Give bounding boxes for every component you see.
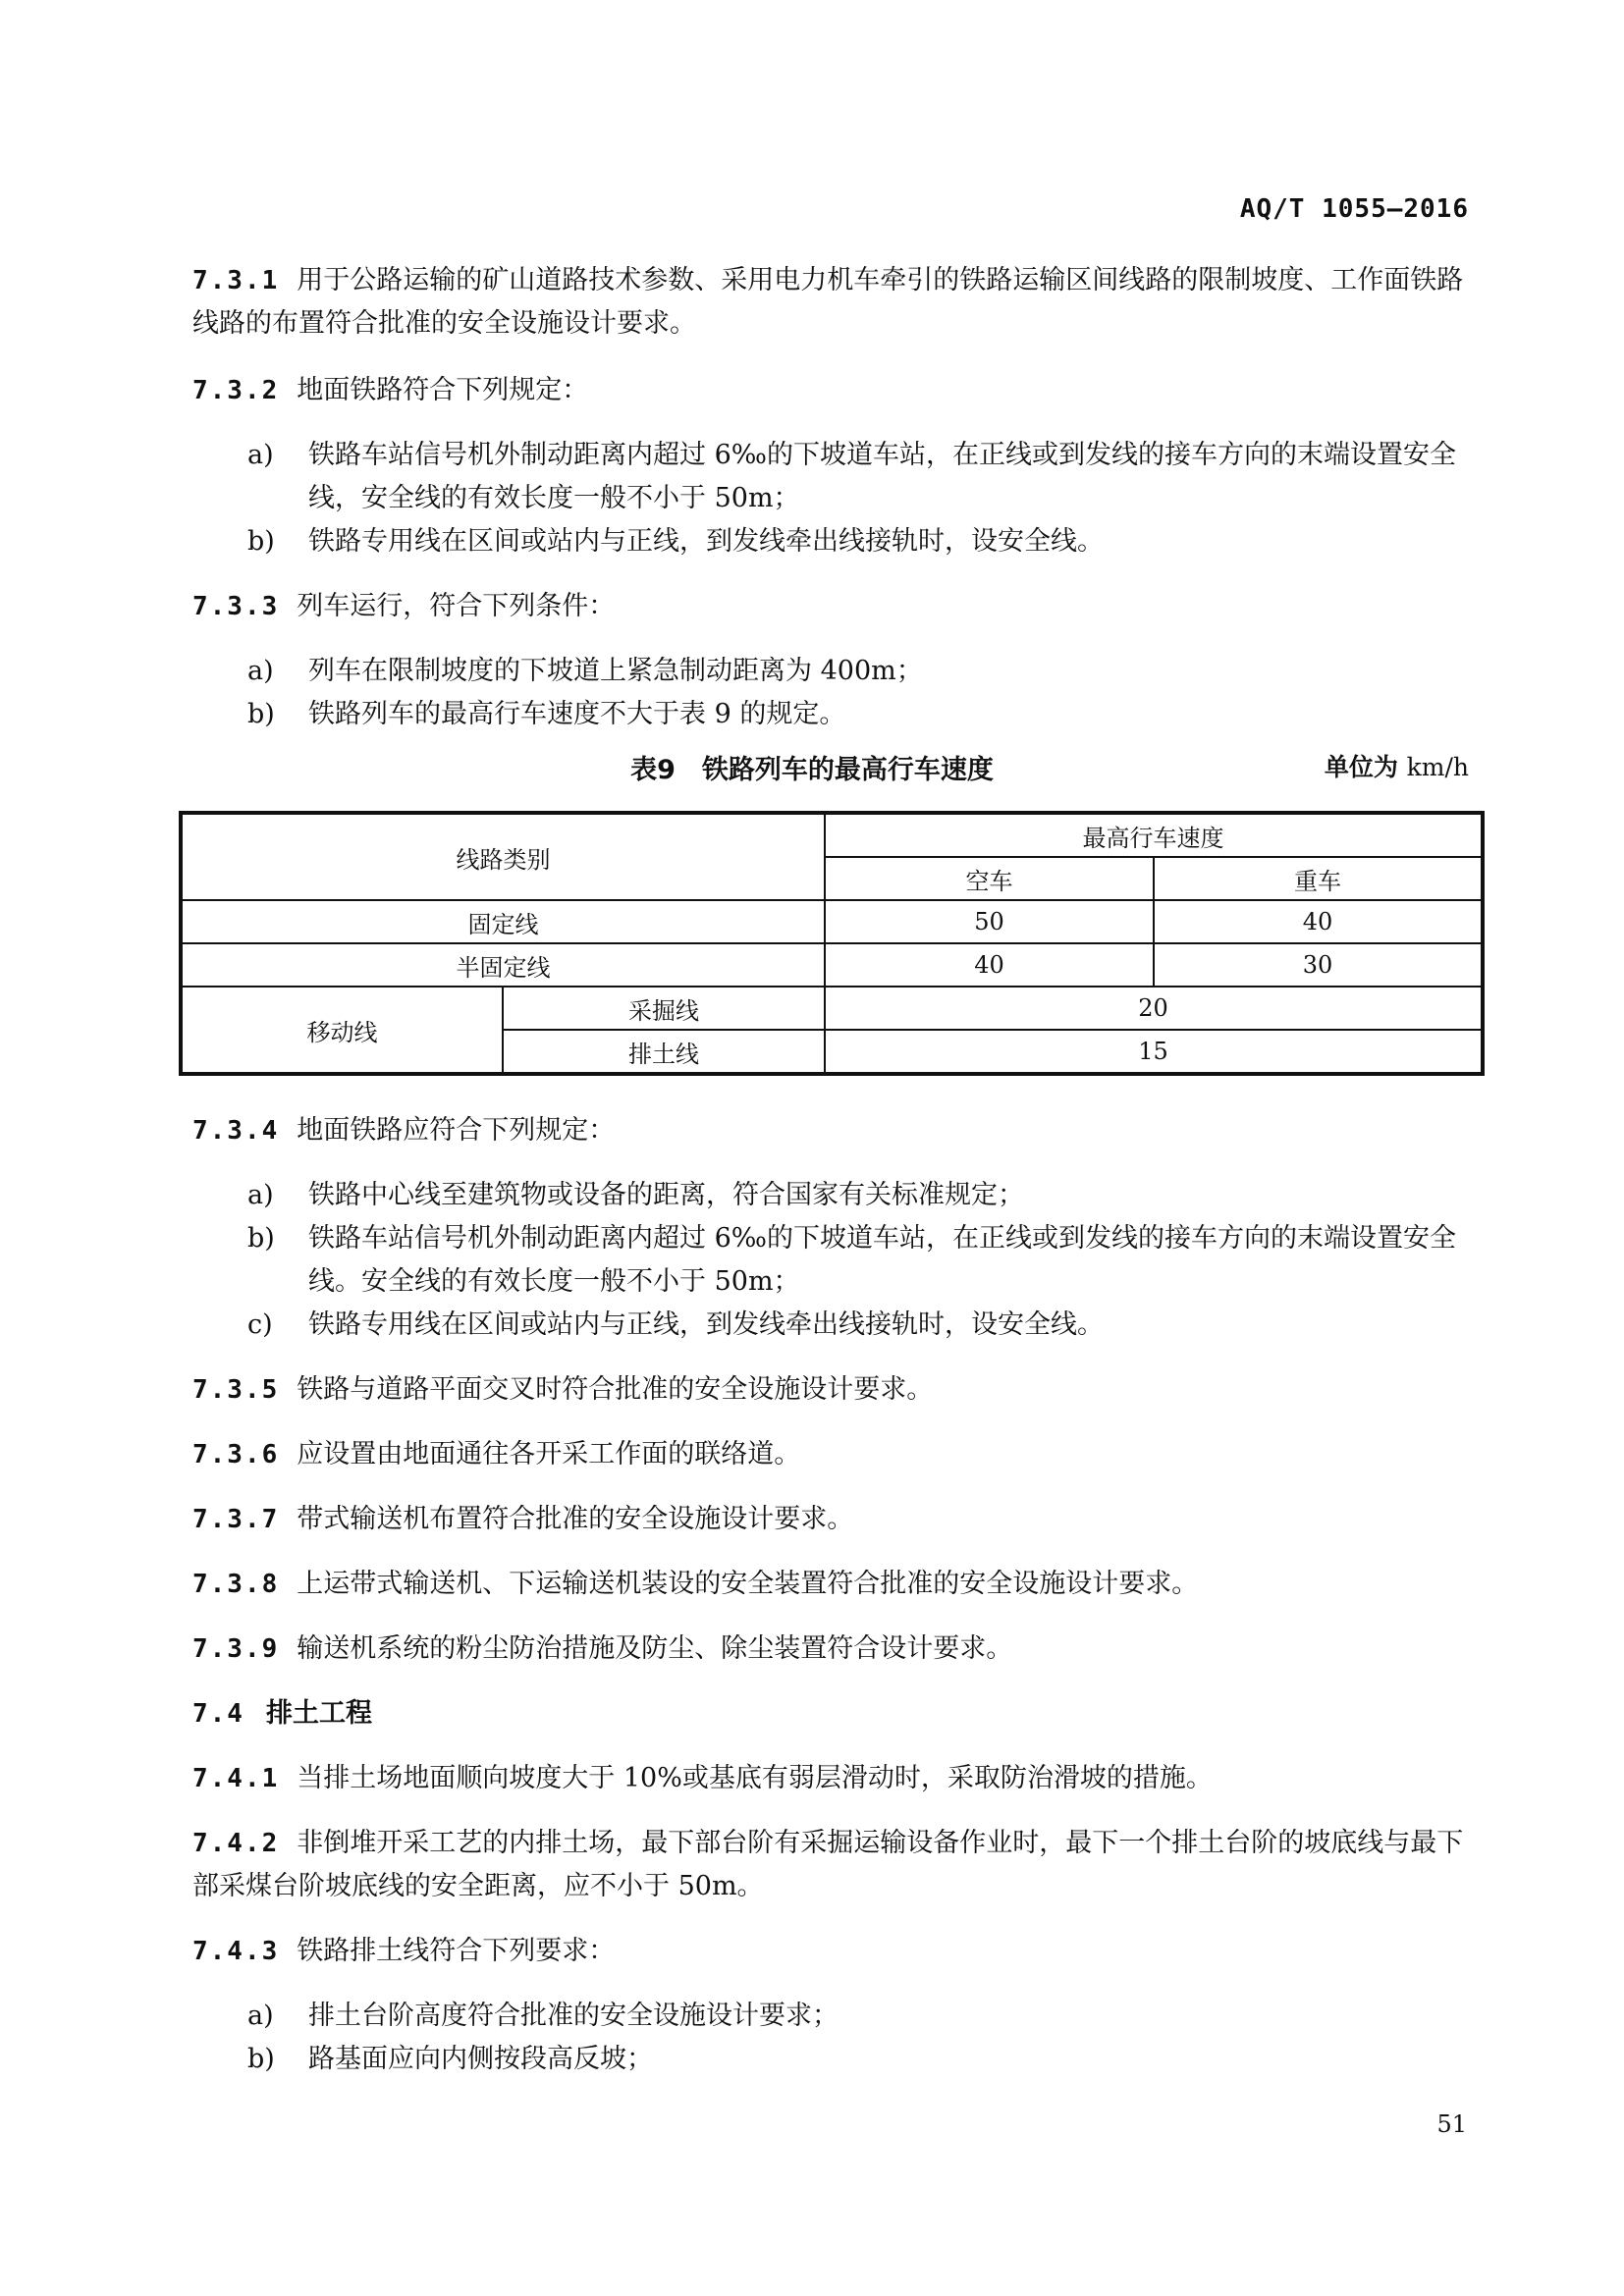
clause-number: 7.3.6 [192,1440,280,1469]
clause-text: 地面铁路应符合下列规定： [297,1115,616,1146]
list-text: 铁路中心线至建筑物或设备的距离，符合国家有关标准规定； [308,1180,1024,1210]
header-line-category: 线路类别 [181,813,825,900]
page-number: 51 [1436,2110,1467,2138]
clause-text: 用于公路运输的矿山道路技术参数、采用电力机车牵引的铁路运输区间线路的限制坡度、工作面铁路线路的布置符合批准的安全设施设计要求。 [192,265,1464,339]
cell-loaded: 30 [1154,943,1483,987]
clause-number: 7.3.1 [192,266,280,295]
clause-text: 非倒堆开采工艺的内排土场，最下部台阶有采掘运输设备作业时，最下一个排土台阶的坡底线与最下部采煤台阶坡底线的安全距离，应不小于 50m。 [192,1828,1464,1901]
list-label: a) [247,440,274,470]
section-heading-7-4 [192,1692,372,1735]
list-text: 铁路专用线在区间或站内与正线，到发线牵出线接轨时，设安全线。 [308,1309,1104,1340]
clause-7-3-4 [192,1109,1469,1152]
clause-7-3-2 [192,369,1469,412]
unit-value: km/h [1406,753,1469,781]
clause-7-3-7 [192,1498,1469,1541]
clause-text: 铁路排土线符合下列要求： [297,1936,616,1966]
cell-empty: 50 [825,900,1154,943]
clause-text: 铁路与道路平面交叉时符合批准的安全设施设计要求。 [297,1374,934,1405]
list-label: a) [247,656,274,686]
clause-7-3-3 [192,585,1469,628]
clause-text: 当排土场地面顺向坡度大于 10%或基底有弱层滑动时，采取防治滑坡的措施。 [297,1763,1213,1793]
clause-7-3-9 [192,1628,1469,1671]
row-sublabel: 采掘线 [503,987,825,1030]
clause-7-3-6 [192,1433,1469,1476]
list-label: b) [247,1223,275,1254]
list-text: 铁路专用线在区间或站内与正线，到发线牵出线接轨时，设安全线。 [308,526,1104,557]
clause-number: 7.3.2 [192,376,280,405]
list-item [247,1995,1475,2038]
clause-text: 应设置由地面通往各开采工作面的联络道。 [297,1439,801,1469]
header-loaded: 重车 [1154,857,1483,900]
row-label: 固定线 [181,900,825,943]
list-item [247,1174,1475,1217]
section-title: 排土工程 [265,1698,372,1729]
row-sublabel: 排土线 [503,1030,825,1074]
clause-text: 带式输送机布置符合批准的安全设施设计要求。 [297,1504,854,1534]
list-text: 排土台阶高度符合批准的安全设施设计要求； [308,2001,839,2031]
clause-7-4-3 [192,1930,1469,1973]
clause-7-3-5 [192,1368,1469,1412]
clause-7-3-8 [192,1563,1469,1606]
header-max-speed: 最高行车速度 [825,813,1483,857]
list-item [247,2038,1475,2081]
clause-7-4-2 [192,1822,1469,1908]
section-number: 7.4 [192,1699,244,1729]
clause-number: 7.4.2 [192,1829,280,1858]
clause-number: 7.3.8 [192,1570,280,1599]
unit-label: 单位为 [1324,753,1398,781]
clause-number: 7.4.1 [192,1764,280,1793]
cell-empty: 40 [825,943,1154,987]
list-label: a) [247,1180,274,1210]
list-text: 列车在限制坡度的下坡道上紧急制动距离为 400m； [308,656,923,686]
clause-text: 地面铁路符合下列规定： [297,375,589,405]
clause-text: 上运带式输送机、下运输送机装设的安全装置符合批准的安全设施设计要求。 [297,1569,1199,1599]
cell-speed: 15 [825,1030,1483,1074]
table-unit [1325,748,1469,783]
clause-number: 7.3.3 [192,592,280,621]
list-label: b) [247,699,275,729]
list-item [247,434,1475,520]
table-caption: 表9 铁路列车的最高行车速度 [630,755,994,785]
list-label: b) [247,526,275,557]
table-row [181,987,1483,1030]
list-label: b) [247,2044,275,2074]
clause-text: 输送机系统的粉尘防治措施及防尘、除尘装置符合设计要求。 [297,1633,1013,1664]
header-empty: 空车 [825,857,1154,900]
clause-7-3-1 [192,259,1469,346]
list-text: 铁路车站信号机外制动距离内超过 6‰的下坡道车站，在正线或到发线的接车方向的末端设置安全线，安全线的有效长度一般不小于 50m； [308,440,1456,513]
clause-number: 7.3.7 [192,1505,280,1534]
clause-text: 列车运行，符合下列条件： [297,591,616,621]
list-text: 铁路列车的最高行车速度不大于表 9 的规定。 [308,699,846,729]
table-row [181,900,1483,943]
clause-number: 7.4.3 [192,1937,280,1966]
row-label: 半固定线 [181,943,825,987]
list-item [247,1217,1475,1304]
table-row [181,943,1483,987]
speed-table [179,811,1485,1076]
cell-loaded: 40 [1154,900,1483,943]
list-item [247,693,1475,736]
cell-speed: 20 [825,987,1483,1030]
list-item [247,1304,1475,1347]
clause-7-4-1 [192,1757,1469,1800]
list-label: a) [247,2001,274,2031]
standard-code: AQ/T 1055—2016 [1239,194,1469,224]
row-label-mobile: 移动线 [181,987,503,1074]
clause-number: 7.3.9 [192,1634,280,1664]
clause-number: 7.3.4 [192,1116,280,1146]
list-text: 路基面应向内侧按段高反坡； [308,2044,653,2074]
list-label: c) [247,1309,273,1340]
list-item [247,650,1475,693]
list-item [247,520,1475,563]
clause-number: 7.3.5 [192,1375,280,1405]
list-text: 铁路车站信号机外制动距离内超过 6‰的下坡道车站，在正线或到发线的接车方向的末端设置安全线。安全线的有效长度一般不小于 50m； [308,1223,1456,1297]
